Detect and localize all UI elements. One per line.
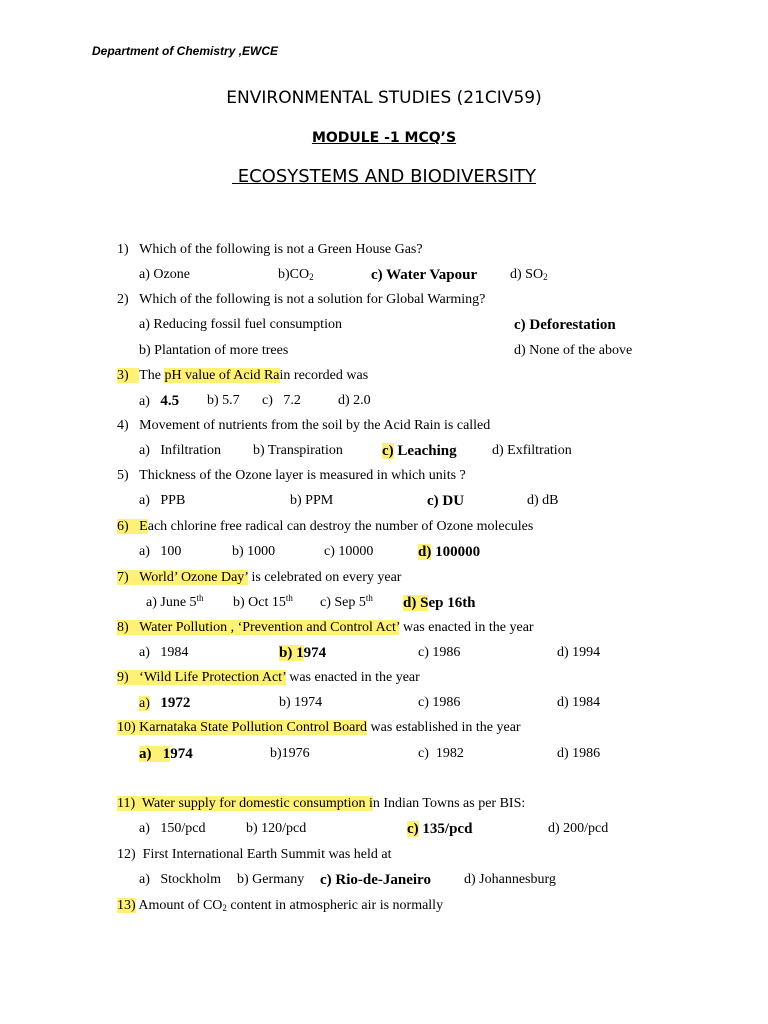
q6-option-b: b) 1000 [232,544,276,559]
q4-option-c-text: Leaching [393,443,457,459]
q6-option-c: c) 10000 [324,544,374,559]
q7-option-b: b) Oct 15th [233,593,293,610]
q4-option-a: a) Infiltration [139,443,222,458]
q7-option-a: a) June 5th [146,593,204,610]
q1-option-a: a) Ozone [139,267,190,282]
q9-option-c: c) 1986 [418,695,461,710]
q8-option-b: b) 1974 [279,645,327,661]
question-6: 6) Each chlorine free radical can destroy the number of Ozone molecules [117,519,534,534]
q12-option-b: b) Germany [237,872,305,887]
topic-title: ECOSYSTEMS AND BIODIVERSITY [232,166,536,187]
department-header: Department of Chemistry ,EWCE [92,44,279,58]
question-2: 2) Which of the following is not a solution for Global Warming? [117,292,486,307]
q1-option-d: d) $SO_2$ [510,267,548,282]
question-9: 9) ‘Wild Life Protection Act’ was enacted in the year [117,670,420,685]
question-3: 3) The pH value of Acid Rain recorded was [117,368,369,383]
q2-option-a: a) Reducing fossil fuel consumption [139,317,342,332]
q10-option-a: a) 1974 [139,746,193,762]
q2-option-d: d) None of the above [514,343,633,358]
q5-option-b: b) PPM [290,493,334,508]
question-8: 8) Water Pollution , ‘Prevention and Control Act’ was enacted in the year [117,620,534,635]
q4-option-b: b) Transpiration [253,443,343,458]
q3-option-a: a) 4.5 [139,393,180,409]
q1-option-b: $b)CO_2$ [278,267,314,282]
question-1: 1) Which of the following is not a Green House Gas? [117,242,423,257]
q11-option-d: d) 200/pcd [548,821,609,836]
q1-option-c: c) Water Vapour [371,267,478,283]
q7-option-d: d) Sep 16th [403,595,476,611]
question-13: 13) Amount of $CO_2$ content in atmospheric air is normally [117,898,444,913]
q12-option-d: d) Johannesburg [464,872,556,887]
q8-option-d: d) 1994 [557,645,601,660]
q9-option-a: a) 1972 [139,695,191,711]
q5-option-d: d) dB [527,493,559,508]
question-11: 11) Water supply for domestic consumption in Indian Towns as per BIS: [117,796,526,811]
q2-option-b: b) Plantation of more trees [139,343,289,358]
q8-option-a: a) 1984 [139,645,189,660]
q12-option-c: c) Rio-de-Janeiro [320,872,431,888]
question-5: 5) Thickness of the Ozone layer is measured in which units ? [117,468,466,483]
question-10: 10) Karnataka State Pollution Control Board was established in the year [117,720,521,735]
question-12: 12) First International Earth Summit was held at [117,847,392,862]
q3-option-b: b) 5.7 [207,393,240,408]
q8-option-c: c) 1986 [418,645,461,660]
q4-option-c [382,442,457,460]
q11-option-a: a) 150/pcd [139,821,206,836]
q3-option-c: c) 7.2 [262,393,301,408]
q5-option-c: c) DU [427,493,465,509]
q6-option-a: a) 100 [139,544,182,559]
module-title: MODULE -1 MCQ’S [311,130,457,146]
question-4: 4) Movement of nutrients from the soil by the Acid Rain is called [117,418,491,433]
course-title: ENVIRONMENTAL STUDIES (21CIV59) [226,88,542,108]
q2-option-c: c) Deforestation [514,317,616,333]
q10-option-d: d) 1986 [557,746,601,761]
q9-option-d: d) 1984 [557,695,601,710]
q4-option-d: d) Exfiltration [492,443,572,458]
q11-option-b: b) 120/pcd [246,821,307,836]
q3-option-d: d) 2.0 [338,393,371,408]
q12-option-a: a) Stockholm [139,872,222,887]
q9-option-b: b) 1974 [279,695,323,710]
q10-option-b: b)1976 [270,746,310,761]
q6-option-d: d) 100000 [418,544,481,560]
question-7: 7) World’ Ozone Day’ is celebrated on every year [117,570,402,585]
q7-option-c: c) Sep 5th [320,593,373,610]
q10-option-c: c) 1982 [418,746,464,761]
q4-option-c-label: c) [382,443,394,459]
q5-option-a: a) PPB [139,493,186,508]
q11-option-c: c) 135/pcd [407,821,473,837]
